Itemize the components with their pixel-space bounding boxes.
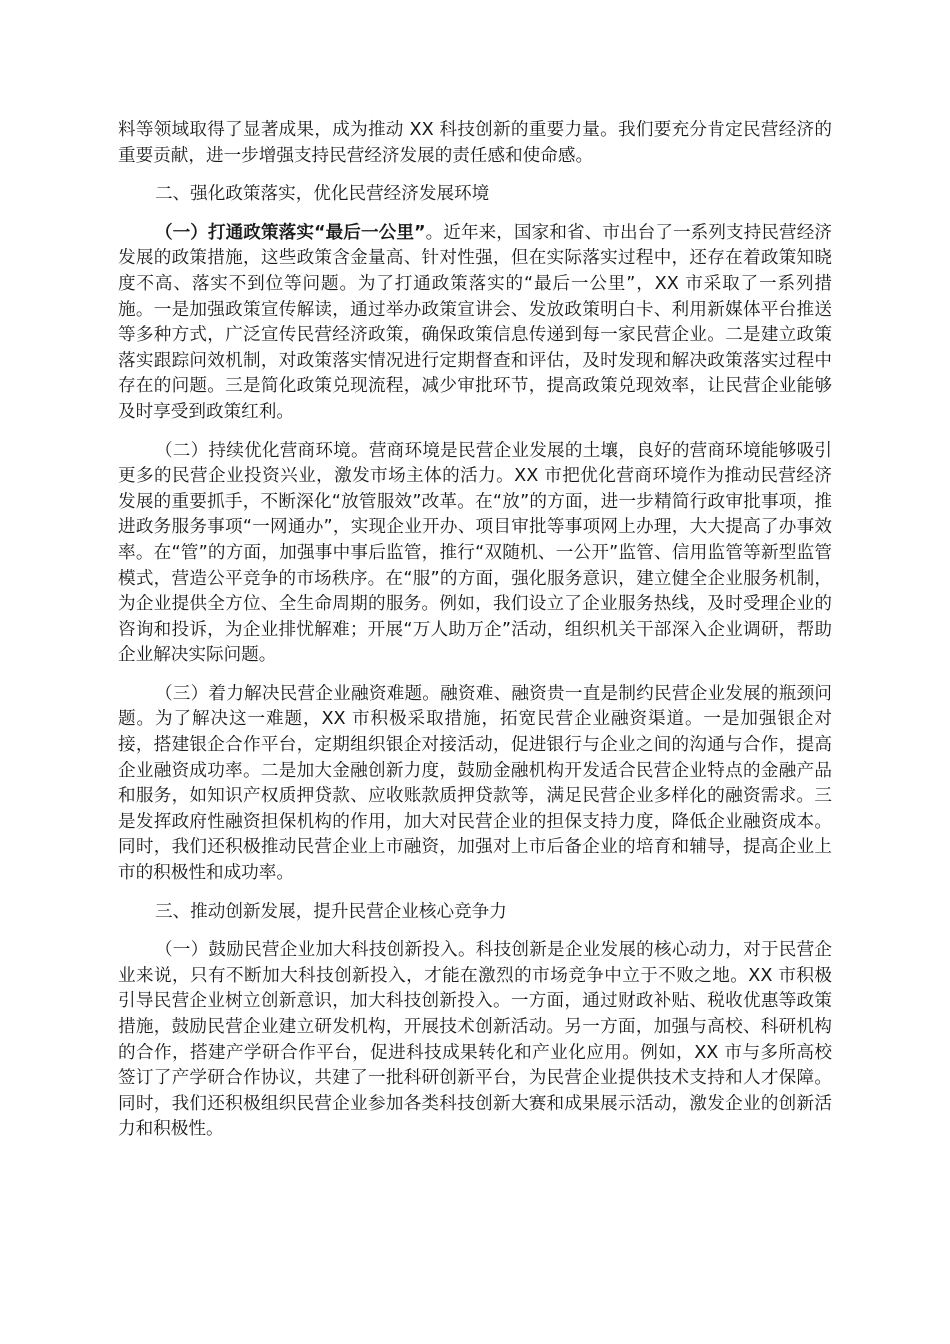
paragraph-policy-implementation (118, 221, 832, 426)
paragraph-lead-text: （一）打通政策落实“最后一公里” (154, 222, 426, 243)
paragraph-innovation-investment: （一）鼓励民营企业加大科技创新投入。科技创新是企业发展的核心动力，对于民营企业来说，只有不断加大科技创新投入，才能在激烈的市场竞争中立于不败之地。XX 市积极引导民营企业树立创新意识，加大科技创新投入。一方面，通过财政补贴、税收优惠等政策措施，鼓励民营企业建立研发机构，开展技术创新活动。另一方面，加强与高校、科研机构的合作，搭建产学研合作平台，促进科技成果转化和产业化应用。例如，XX 市与多所高校签订了产学研合作协议，共建了一批科研创新平台，为民营企业提供技术支持和人才保障。同时，我们还积极组织民营企业参加各类科技创新大赛和成果展示活动，激发企业的创新活力和积极性。 (118, 940, 832, 1140)
section-heading-3: 三、推动创新发展，提升民营企业核心竞争力 (154, 901, 507, 922)
paragraph-business-environment: （二）持续优化营商环境。营商环境是民营企业发展的土壤，良好的营商环境能够吸引更多的民营企业投资兴业，激发市场主体的活力。XX 市把优化营商环境作为推动民营经济发展的重要抓手，不断深化“放管服效”改革。在“放”的方面，进一步精简行政审批事项，推进政务服务事项“一网通办”，实现企业开办、项目审批等事项网上办理，大大提高了办事效率。在“管”的方面，加强事中事后监管，推行“双随机、一公开”监管、信用监管等新型监管模式，营造公平竞争的市场秩序。在“服”的方面，强化服务意识，建立健全企业服务机制，为企业提供全方位、全生命周期的服务。例如，我们设立了企业服务热线，及时受理企业的咨询和投诉，为企业排忧解难；开展“万人助万企”活动，组织机关干部深入企业调研，帮助企业解决实际问题。 (118, 440, 832, 666)
document-page (118, 118, 832, 1143)
section-heading-2: 二、强化政策落实，优化民营经济发展环境 (154, 184, 490, 205)
paragraph-intro-tail: 料等领域取得了显著成果，成为推动 XX 科技创新的重要力量。我们要充分肯定民营经济的重要贡献，进一步增强支持民营经济发展的责任感和使命感。 (118, 120, 832, 166)
paragraph-text: 。近年来，国家和省、市出台了一系列支持民营经济发展的政策措施，这些政策含金量高、针对性强，但在实际落实过程中，还存在着政策知晓度不高、落实不到位等问题。为了打通政策落实的“最后一公里”，XX 市采取了一系列措施。一是加强政策宣传解读，通过举办政策宣讲会、发放政策明白卡、利用新媒体平台推送等多种方式，广泛宣传民营经济政策，确保政策信息传递到每一家民营企业。二是建立政策落实跟踪问效机制，对政策落实情况进行定期督查和评估，及时发现和解决政策落实过程中存在的问题。三是简化政策兑现流程，减少审批环节，提高政策兑现效率，让民营企业能够及时享受到政策红利。 (118, 222, 832, 422)
paragraph-financing: （三）着力解决民营企业融资难题。融资难、融资贵一直是制约民营企业发展的瓶颈问题。为了解决这一难题，XX 市积极采取措施，拓宽民营企业融资渠道。一是加强银企对接，搭建银企合作平台，定期组织银企对接活动，促进银行与企业之间的沟通与合作，提高企业融资成功率。二是加大金融创新力度，鼓励金融机构开发适合民营企业特点的金融产品和服务，如知识产权质押贷款、应收账款质押贷款等，满足民营企业多样化的融资需求。三是发挥政府性融资担保机构的作用，加大对民营企业的担保支持力度，降低企业融资成本。同时，我们还积极推动民营企业上市融资，加强对上市后备企业的培育和辅导，提高企业上市的积极性和成功率。 (118, 683, 832, 884)
